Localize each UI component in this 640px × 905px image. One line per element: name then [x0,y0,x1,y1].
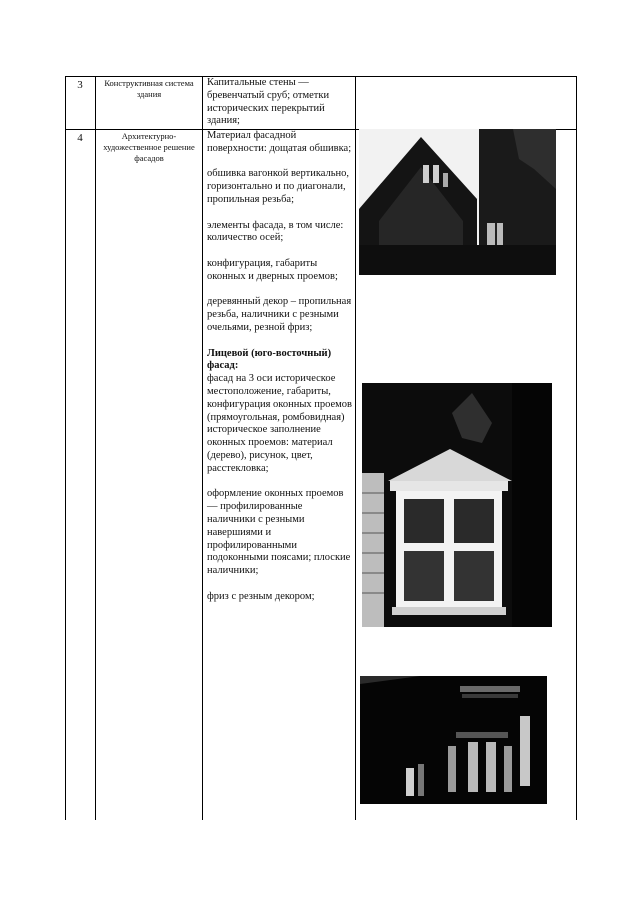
row-3-description: Капитальные стены — бревенчатый сруб; отметки исторических перекрытий здания; [207,77,330,127]
table-border-left [65,76,66,820]
row-3-element: Конструктивная система здания [104,78,194,99]
facade-photo [359,129,556,275]
row-4-element: Архитектурно-художественное решение фасадов [103,131,195,163]
openings-configuration: конфигурация, габариты оконных и дверных проемов; [207,257,338,282]
frieze-photo [360,676,547,804]
facade-details: фасад на 3 оси историческое местоположение, габариты, конфигурация оконных проемов (прямоугольная, ромбовидная) историческое заполнение оконных проемов: материал (дерево), рисунок, цвет, расстекловка; [207,373,353,474]
frieze-decor: фриз с резным декором; [207,590,315,602]
column-divider-1 [95,76,96,820]
row-3-number: 3 [77,79,83,91]
window-photo [362,383,552,627]
row-4-number: 4 [77,132,83,144]
attributes-table [65,76,577,820]
cladding: обшивка вагонкой вертикально, горизонтально и по диагонали, пропильная резьба; [207,168,350,205]
window-decor: оформление оконных проемов — профилированные наличники с резными навершиями и профилированными подоконными поясами; плоские наличники; [207,488,351,577]
wooden-decor: деревянный декор – пропильная резьба, наличники с резными очельями, резной фриз; [207,296,352,333]
facade-heading: Лицевой (юго-восточный) фасад: [207,347,332,372]
facade-material: Материал фасадной поверхности: дощатая обшивка; [207,130,352,154]
row-4-description [207,130,353,603]
table-border-right [576,76,577,820]
column-divider-2 [202,76,203,820]
column-divider-3 [355,76,356,820]
facade-elements: элементы фасада, в том числе: количество осей; [207,219,344,244]
